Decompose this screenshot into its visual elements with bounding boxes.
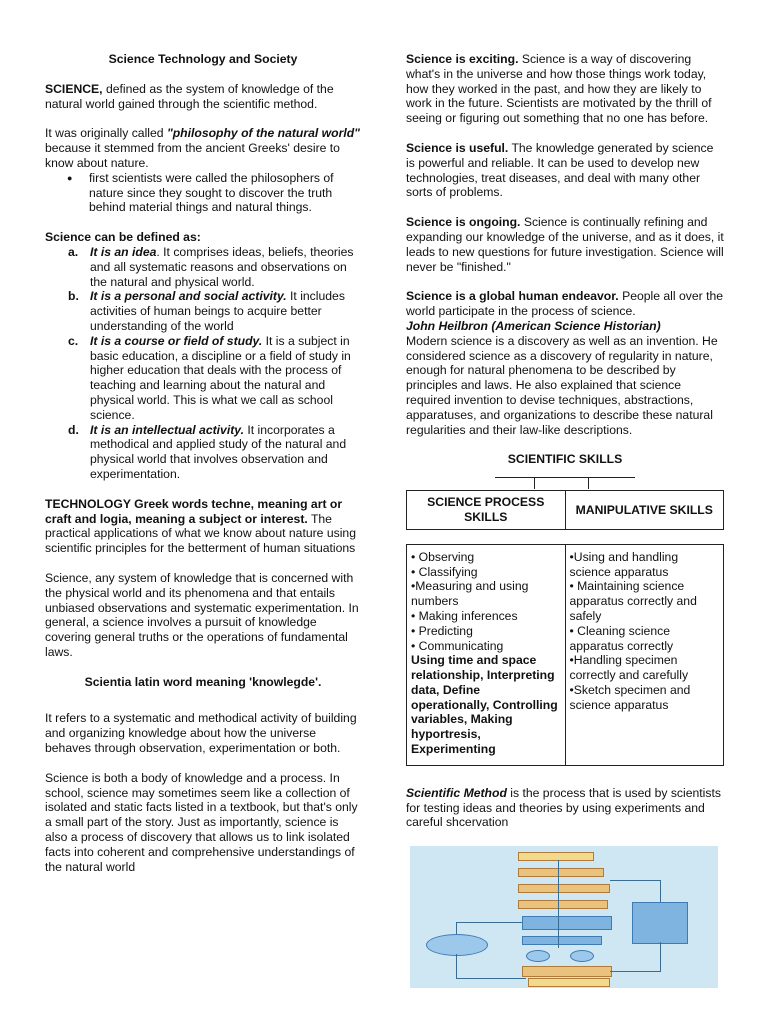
document-title: Science Technology and Society — [108, 52, 298, 66]
list-item: •Sketch specimen and science apparatus — [569, 682, 691, 712]
heilbron-paragraph: Modern science is a discovery as well as an invention. He considered science as a discovery of regularity in nature, enough for natural phenomena to be described by principles and laws. He also explained that science required invention to devise techniques, abstractions, apparatuses, and organizations to describe these natural regularities and their law-like descriptions. — [406, 333, 718, 437]
useful-paragraph: Science is useful. The knowledge generated by science is powerful and reliable. It can be used to develop new technologies, treat diseases, and deal with many other sorts of problems. — [406, 140, 714, 200]
skills-title: SCIENTIFIC SKILLS — [507, 452, 623, 467]
list-item: • Communicating — [411, 638, 504, 653]
philosophers-list — [45, 171, 361, 215]
manipulative-skills-header: MANIPULATIVE SKILLS — [565, 491, 724, 530]
process-skills-cell — [407, 544, 566, 765]
exciting-paragraph: Science is exciting. Science is a way of discovering what's in the universe and how those things work today, how they worked in the past, and how they are likely to work in the future. Scientists are motivated by the thrill of seeing or figuring out something that no one has before. — [406, 52, 712, 126]
manipulative-skills-cell — [565, 544, 724, 765]
list-item: • Predicting — [411, 623, 473, 638]
ongoing-paragraph: Science is ongoing. Science is continually refining and expanding our knowledge of the universe, and as it does, it leads to new questions for future investigation. Science will never be "finished." — [406, 215, 724, 274]
skills-table — [406, 544, 724, 766]
skills-divider — [495, 471, 635, 478]
definitions-list — [45, 245, 361, 482]
refers-paragraph: It refers to a systematic and methodical activity of building and organizing knowledge about how the universe behaves through observation, experimentation or both. — [45, 711, 357, 756]
science-any-paragraph: Science, any system of knowledge that is concerned with the physical world and its phenomena and that entails unbiased observations and systematic experimentation. In general, a science involves a pursuit of knowledge covering general truths or the operations of fundamental laws. — [45, 570, 359, 659]
original-name-paragraph: It was originally called "philosophy of the natural world" because it stemmed from the ancient Greeks' desire to know about nature. — [45, 126, 360, 170]
definition-item-d: d. It is an intellectual activity. It incorporates a methodical and applied study of the natural and physical world that involves observation and experimentation. — [68, 422, 347, 481]
list-item: •Measuring and using numbers — [411, 579, 529, 609]
scientia-heading: Scientia latin word meaning 'knowlegde'. — [84, 674, 322, 689]
scientific-method-flowchart-image — [410, 846, 718, 988]
heilbron-heading: John Heilbron (American Science Historian) — [406, 318, 661, 333]
definition-item-a: a. It is an idea. It comprises ideas, beliefs, theories and all systematic reasons and observations on the natural and physical world. — [68, 244, 354, 289]
global-paragraph: Science is a global human endeavor. People all over the world participate in the process of science. — [406, 289, 724, 319]
list-item: • Making inferences — [411, 608, 518, 623]
list-item: • Cleaning science apparatus correctly — [569, 623, 674, 653]
definition-item-b: b. It is a personal and social activity. It includes activities of human beings to acquire better understanding of the world — [68, 289, 345, 333]
list-item: • Classifying — [411, 564, 478, 579]
definitions-heading: Science can be defined as: — [45, 230, 201, 245]
list-item: • Observing — [411, 549, 475, 564]
body-process-paragraph: Science is both a body of knowledge and a process. In school, science may sometimes seem like a collection of isolated and static facts listed in a textbook, but that's only a small part of the story. Just as importantly, science is also a process of discovery that allows us to link isolated facts into coherent and comprehensive understandings of the natural world — [45, 770, 358, 874]
skills-header-table — [406, 490, 724, 530]
list-item: •Handling specimen correctly and carefully — [569, 653, 689, 683]
process-skills-bold: Using time and space relationship, Interpreting data, Define operationally, Controlling variables, Making hyportresis, Experimenting — [411, 653, 558, 757]
science-definition: SCIENCE, defined as the system of knowledge of the natural world gained through the scientific method. — [45, 81, 334, 111]
definition-item-c: c. It is a course or field of study. It is a subject in basic education, a discipline or a field of study in higher education that deals with the process of teaching and learning about the natural and physical world. This is what we call as school science. — [68, 333, 351, 422]
list-item: • Maintaining science apparatus correctly and safely — [569, 579, 697, 623]
list-item: •Using and handling science apparatus — [569, 549, 679, 579]
skills-connectors — [406, 478, 724, 490]
left-column — [45, 52, 361, 874]
right-column — [406, 52, 724, 830]
technology-paragraph: TECHNOLOGY Greek words techne, meaning art or craft and logia, meaning a subject or interest. The practical applications of what we know about nature using scientific principles for the betterment of human situations — [45, 496, 356, 556]
process-skills-header: SCIENCE PROCESS SKILLS — [407, 491, 566, 530]
list-item: ● first scientists were called the philosophers of nature since they sought to discover the truth behind material things and natural things. — [89, 171, 361, 215]
scientific-method-paragraph: Scientific Method is the process that is used by scientists for testing ideas and theories by using experiments and careful shcervation — [406, 785, 721, 830]
